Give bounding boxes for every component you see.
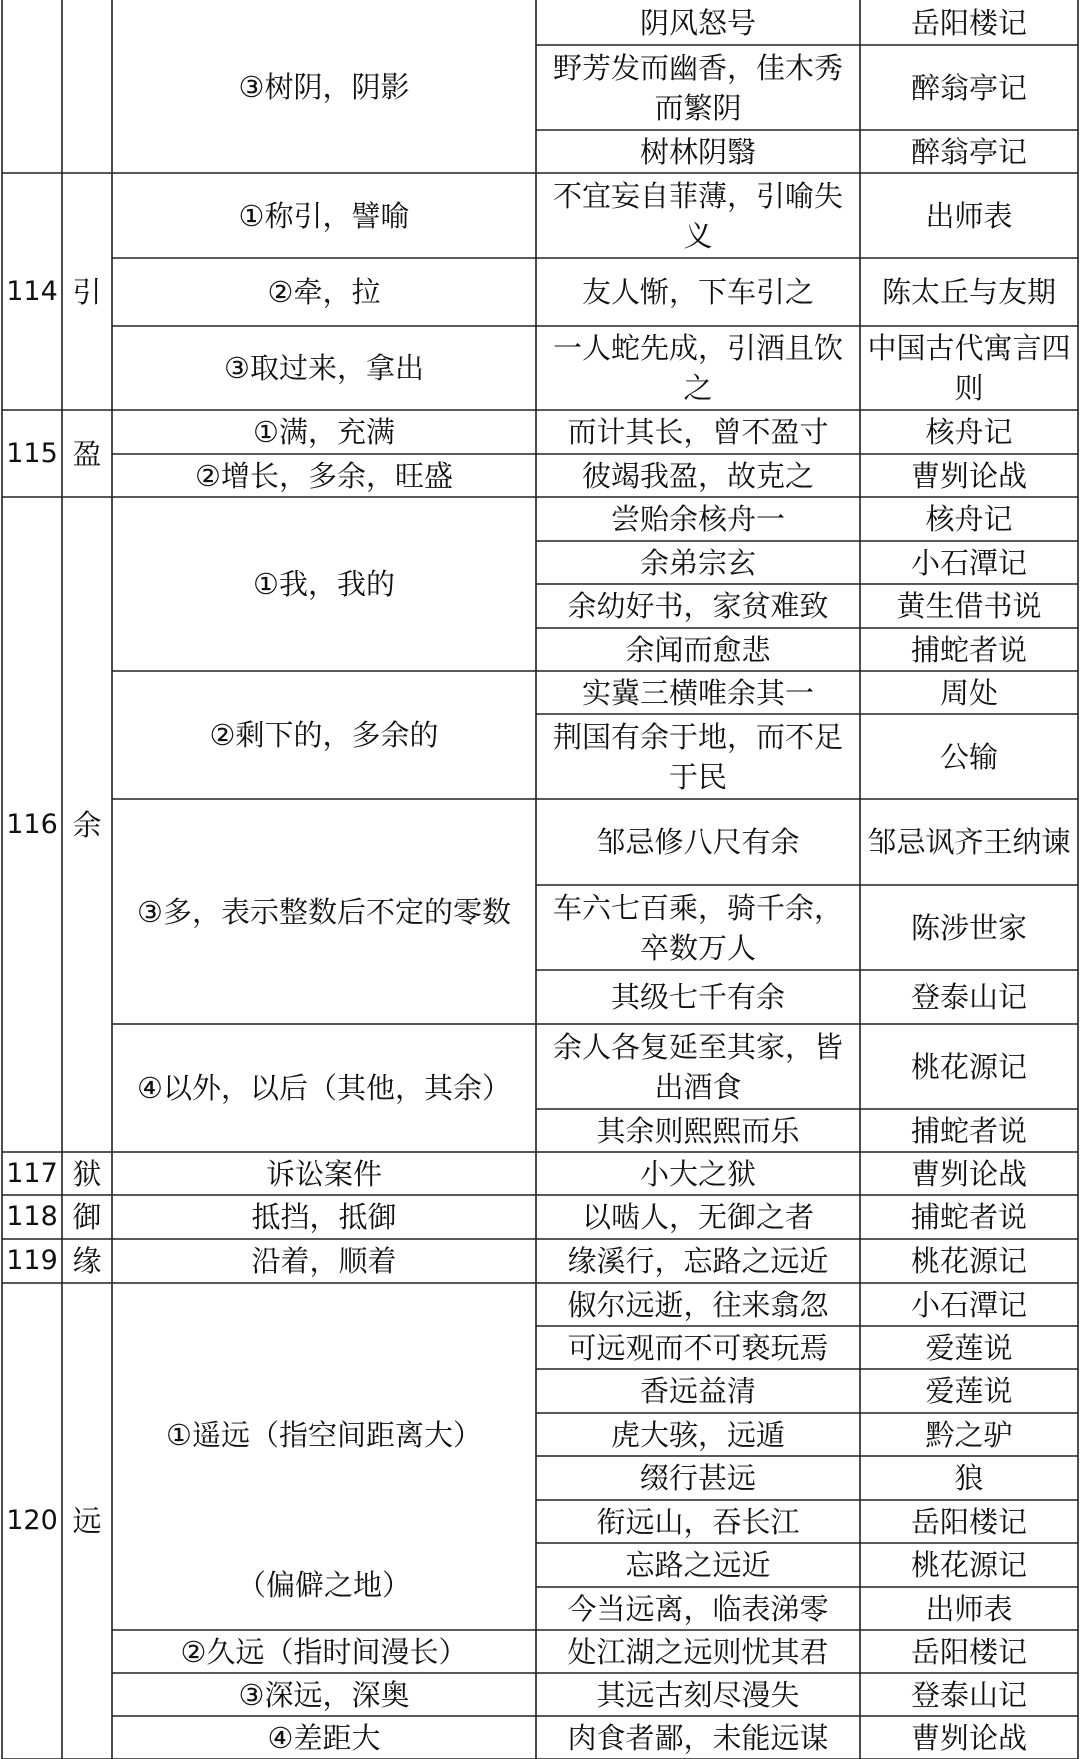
example-cell: 余人各复延至其家，皆出酒食 <box>552 1029 843 1104</box>
meaning-cell: 沿着，顺着 <box>251 1244 397 1278</box>
example-cell: 俶尔远逝，往来翕忽 <box>567 1287 829 1322</box>
headword-character: 盈 <box>72 436 102 471</box>
meaning-cell: ②久远（指时间漫长） <box>180 1634 468 1669</box>
example-cell: 一人蛇先成，引酒且饮之 <box>552 331 843 405</box>
source-cell: 黔之驴 <box>925 1417 1013 1452</box>
source-cell: 登泰山记 <box>910 980 1027 1014</box>
meaning-cell: ①遥远（指空间距离大） <box>166 1417 482 1452</box>
example-cell: 虎大骇，远遁 <box>610 1417 785 1452</box>
source-cell: 捕蛇者说 <box>910 1113 1027 1148</box>
example-cell: 肉食者鄙，未能远谋 <box>567 1720 829 1755</box>
example-cell: 余弟宗玄 <box>639 545 756 580</box>
source-cell: 捕蛇者说 <box>910 1200 1027 1234</box>
source-cell: 陈涉世家 <box>910 910 1027 945</box>
meaning-cell: ③深远，深奥 <box>238 1677 410 1712</box>
example-cell: 彼竭我盈，故克之 <box>581 458 814 493</box>
meaning-cell: ③多，表示整数后不定的零数 <box>137 894 511 929</box>
source-cell: 中国古代寓言四则 <box>867 331 1071 405</box>
source-cell: 桃花源记 <box>910 1548 1027 1582</box>
source-cell: 醉翁亭记 <box>910 134 1027 169</box>
headword-character: 余 <box>72 807 102 842</box>
entry-number: 120 <box>6 1505 58 1536</box>
source-cell: 陈太丘与友期 <box>881 275 1056 309</box>
meaning-cell: ④差距大 <box>267 1720 381 1755</box>
example-cell: 其余则熙熙而乐 <box>596 1113 800 1148</box>
source-cell: 核舟记 <box>925 415 1013 449</box>
source-cell: 登泰山记 <box>910 1677 1027 1712</box>
source-cell: 公输 <box>939 739 998 774</box>
example-cell: 处江湖之远则忧其君 <box>567 1634 829 1669</box>
example-cell: 邹忌修八尺有余 <box>596 825 800 859</box>
headword-character: 引 <box>72 274 102 309</box>
example-cell: 树林阴翳 <box>639 134 756 169</box>
source-cell: 黄生借书说 <box>896 589 1042 623</box>
example-cell: 余闻而愈悲 <box>625 632 771 667</box>
meaning-cell: ②剩下的，多余的 <box>209 718 439 752</box>
meaning-cell: ③取过来，拿出 <box>224 351 424 385</box>
headword-character: 缘 <box>72 1244 102 1278</box>
source-cell: 出师表 <box>925 198 1013 233</box>
source-cell: 曹刿论战 <box>910 1720 1027 1755</box>
entry-number: 119 <box>6 1245 58 1276</box>
example-cell: 而计其长，曾不盈寸 <box>567 415 829 449</box>
example-cell: 尝贻余核舟一 <box>610 502 785 536</box>
example-cell: 缘溪行，忘路之远近 <box>567 1244 829 1278</box>
source-cell: 捕蛇者说 <box>910 632 1027 667</box>
entry-number: 115 <box>6 437 58 469</box>
source-cell: 核舟记 <box>925 502 1013 536</box>
entry-number: 116 <box>6 808 58 840</box>
meaning-cell: ①称引，譬喻 <box>238 198 410 233</box>
meaning-cell: ③树阴，阴影 <box>238 69 410 104</box>
example-cell: 阴风怒号 <box>639 5 756 40</box>
example-cell: 可远观而不可亵玩焉 <box>567 1330 829 1365</box>
example-cell: 忘路之远近 <box>625 1548 771 1582</box>
source-cell: 岳阳楼记 <box>910 1504 1027 1539</box>
source-cell: 邹忌讽齐王纳谏 <box>867 825 1071 859</box>
source-cell: 醉翁亭记 <box>910 70 1027 105</box>
example-cell: 香远益清 <box>639 1374 756 1408</box>
source-cell: 周处 <box>939 675 998 710</box>
meaning-cell: ②牵，拉 <box>267 275 381 309</box>
example-cell: 小大之狱 <box>639 1156 756 1191</box>
entry-number: 118 <box>6 1201 58 1232</box>
meaning-cell: （偏僻之地） <box>236 1567 411 1602</box>
source-cell: 小石潭记 <box>910 545 1027 580</box>
meaning-cell: 诉讼案件 <box>265 1156 382 1191</box>
meaning-cell: ①满，充满 <box>253 415 395 449</box>
example-cell: 荆国有余于地，而不足于民 <box>552 719 843 794</box>
source-cell: 桃花源记 <box>910 1244 1027 1278</box>
example-cell: 其远古刻尽漫失 <box>596 1677 800 1712</box>
example-cell: 友人惭，下车引之 <box>581 275 814 309</box>
example-cell: 以啮人，无御之者 <box>581 1200 814 1234</box>
example-cell: 今当远离，临表涕零 <box>567 1591 829 1626</box>
example-cell: 不宜妄自菲薄，引喻失义 <box>552 178 843 253</box>
source-cell: 曹刿论战 <box>910 1156 1027 1191</box>
meaning-cell: ④以外，以后（其他，其余） <box>137 1071 511 1105</box>
source-cell: 曹刿论战 <box>910 458 1027 493</box>
example-cell: 余幼好书，家贫难致 <box>567 589 829 623</box>
meaning-cell: ①我，我的 <box>253 567 395 601</box>
headword-character: 远 <box>72 1504 102 1538</box>
entry-number: 114 <box>6 275 58 307</box>
source-cell: 狼 <box>954 1461 984 1495</box>
example-cell: 缀行甚远 <box>639 1461 756 1495</box>
example-cell: 野芳发而幽香，佳木秀而繁阴 <box>552 50 843 125</box>
example-cell: 实冀三横唯余其一 <box>581 675 814 710</box>
meaning-cell: ②增长，多余，旺盛 <box>195 458 453 493</box>
example-cell: 衔远山，吞长江 <box>596 1504 800 1539</box>
entry-number: 117 <box>6 1157 58 1189</box>
source-cell: 爱莲说 <box>925 1374 1013 1408</box>
headword-character: 御 <box>72 1200 102 1234</box>
source-cell: 岳阳楼记 <box>910 1634 1027 1669</box>
source-cell: 小石潭记 <box>910 1287 1027 1322</box>
source-cell: 桃花源记 <box>910 1049 1027 1084</box>
example-cell: 其级七千有余 <box>610 980 785 1014</box>
source-cell: 出师表 <box>925 1591 1013 1626</box>
source-cell: 岳阳楼记 <box>910 5 1027 40</box>
headword-character: 狱 <box>72 1156 102 1191</box>
meaning-cell: 抵挡，抵御 <box>251 1200 397 1234</box>
example-cell: 车六七百乘，骑千余，卒数万人 <box>552 890 843 965</box>
source-cell: 爱莲说 <box>925 1330 1013 1365</box>
